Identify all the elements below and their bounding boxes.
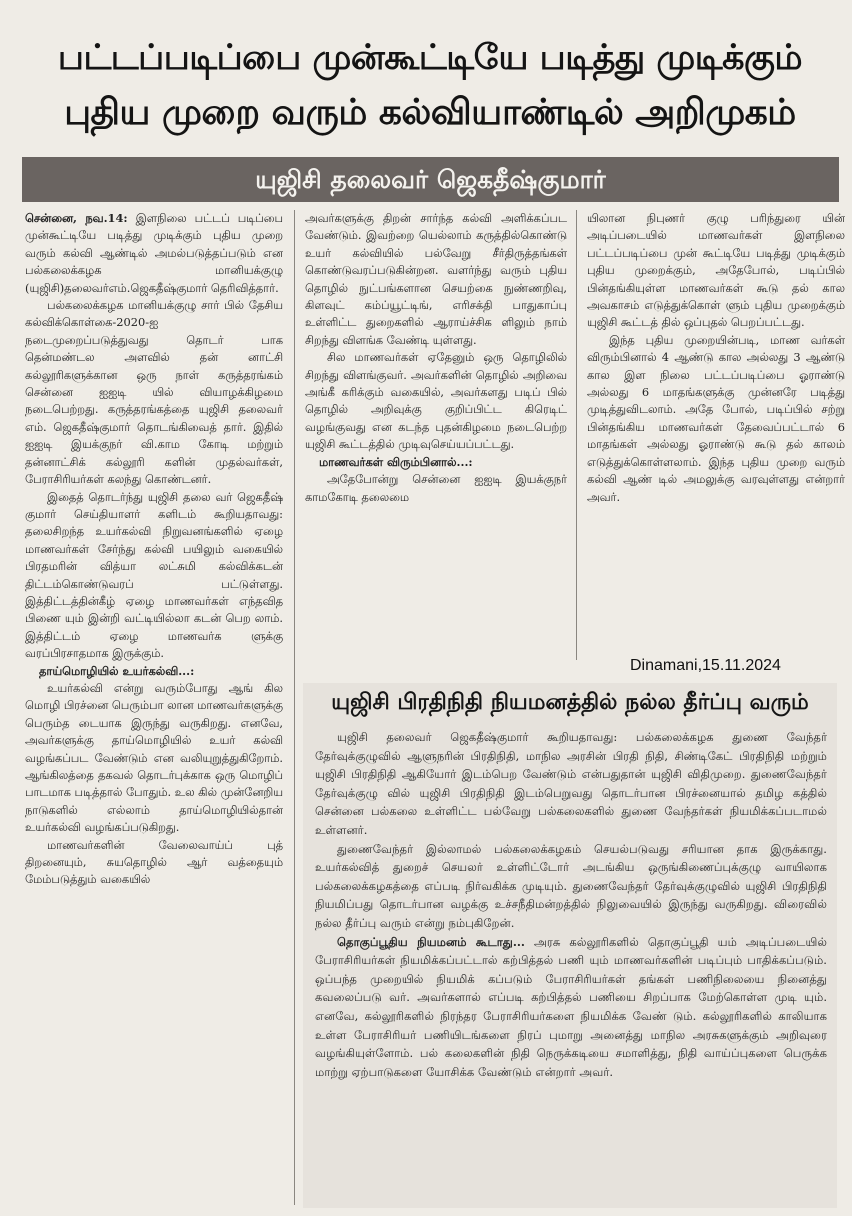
- source-citation: Dinamani,15.11.2024: [630, 657, 781, 674]
- paragraph: இதைத் தொடர்ந்து யுஜிசி தலை வர் ஜெகதீஷ் குமார் செய்தியாளர் களிடம் கூறியதாவது: தலைசிறந்த உயர்கல்வி நிறுவனங்களில் ஏழை மாணவர்கள் சேர்ந்து கல்வி பயிலும் வகையில் பிரதமரின் வித்யா லட்சுமி கல்விக்கடன் திட்டம்கொண்டுவரப் பட்டுள்ளது. இத்திட்டத்தின்கீழ் ஏழை மாணவர்கள் எந்தவித பிணை யும் இன்றி வட்டியில்லா கடன் பெற லாம். இத்திட்டம் ஏழை மாணவர்க ளுக்கு வரப்பிரசாதமாக இருக்கும்.: [25, 489, 283, 661]
- paragraph: அவர்களுக்கு திறன் சார்ந்த கல்வி அளிக்கப்பட வேண்டும். இவற்றை யெல்லாம் கருத்தில்கொண்டு உயர் கல்வியில் பல்வேறு சீர்திருத்தங்கள் கொண்டுவரப்படுகின்றன. வளர்ந்து வரும் புதிய தொழில் நுட்பங்களான செயற்கை நுண்ணறிவு, கிளவுட் கம்ப்யூட்டிங், எரிசக்தி பாதுகாப்பு உள்ளிட்ட துறைகளில் ஆராய்ச்சிக ளிலும் நாம் சிறந்து விளங்க வேண்டி யுள்ளது.: [305, 211, 567, 347]
- paragraph: துணைவேந்தர் இல்லாமல் பல்கலைக்கழகம் செயல்படுவது சரியான தாக இருக்காது. உயர்கல்வித் துறைச் செயலர் உள்ளிட்டோர் அடங்கிய ஒருங்கிணைப்புக்குழு வாயிலாக பல்கலைக்கழகத்தை எப்படி நிர்வகிக்க முடியும். துணைவேந்தர் தேர்வுக்குழுவில் யுஜிசி பிரதிநிதி நியமிப்பது தொடர்பான வழக்கு உச்சநீதிமன்றத்தில் நிலுவையில் இருந்து வருகிறது. விரைவில் நல்ல தீர்ப்பு வரும் என்று நம்புகிறேன்.: [315, 841, 827, 930]
- article-column-1: [25, 210, 283, 1205]
- dateline: சென்னை, நவ.14:: [25, 211, 128, 225]
- paragraph: அதேபோன்று சென்னை ஐஐடி இயக்குநர் காமகோடி தலைமை: [305, 472, 567, 504]
- subheading: தாய்மொழியில் உயர்கல்வி...:: [39, 663, 195, 678]
- subheading: மாணவர்கள் விரும்பினால்...:: [319, 454, 473, 469]
- byline-banner: யுஜிசி தலைவர் ஜெகதீஷ்குமார்: [22, 157, 839, 202]
- paragraph: உயர்கல்வி என்று வரும்போது ஆங் கில மொழி பிரச்னை பெரும்பா லான மாணவர்களுக்கு பெரும்த டையாக இருந்து வருகிறது. எனவே, அவர்களுக்கு தாய்மொழியில் உயர் கல்வி வழங்கப்பட வேண்டும் என வலியுறுத்துகிறோம். ஆங்கிலத்தை தகவல் தொடர்புக்காக ஒரு மொழிப் பாடமாக படித்தால் போதும். உல கில் முன்னேறிய நாடுகளில் எல்லாம் தாய்மொழியில்தான் உயர்கல்வி வழங்கப்படுகிறது.: [25, 680, 283, 835]
- paragraph-text: அரசு கல்லூரிகளில் தொகுப்பூதி யம் அடிப்படையில் பேராசிரியர்கள் நியமிக்கப்பட்டால் கற்பித்தல் பணி யும் மாணவர்களின் படிப்பும் பாதிக்கப்படும். ஒப்பந்த முறையில் நியமிக் கப்படும் பேராசிரியர்கள் தங்கள் பணிநிலையை நினைத்து கவலைப்படு வர். அவர்களால் எப்படி கற்பித்தல் பணியை சிறப்பாக மேற்கொள்ள முடி யும். எனவே, கல்லூரிகளில் நிரந்தர பேராசிரியர்களை நியமிக்க வேண் டும். கல்லூரிகளில் காலியாக உள்ள பேராசிரியர் பணியிடங்களை நிரப் புமாறு அனைத்து மாநில அரசுகளுக்கும் அறிவுரை வழங்கியுள்ளோம். பல் கலைகளின் நிதி நெருக்கடியை சமாளித்து, நிதி வாய்ப்புகளை பெருக்க மாற்று ஏற்பாடுகளை யோசிக்க வேண்டும் என்றார் அவர்.: [315, 934, 827, 1079]
- column-divider: [294, 210, 295, 1205]
- paragraph: சில மாணவர்கள் ஏதேனும் ஒரு தொழிலில் சிறந்து விளங்குவர். அவர்களின் தொழில் அறிவை அங்கீ கரிக்கும் வகையில், அவர்களது படிப் பில் தொழில் அறிவுக்கு குறிப்பிட்ட கிரெடிட் வழங்குவது என கடந்த புதன்கிழமை நடைபெற்ற யுஜிசி கூட்டத்தில் முடிவுசெய்யப்பட்டது.: [305, 350, 567, 452]
- paragraph: யுஜிசி தலைவர் ஜெகதீஷ்குமார் கூறியதாவது: பல்கலைக்கழக துணை வேந்தர் தேர்வுக்குழுவில் ஆளுநரின் பிரதிநிதி, மாநில அரசின் பிரதி நிதி, சிண்டிகேட் பிரதிநிதி மற்றும் யுஜிசி பிரதிநிதி ஆகியோர் இடம்பெற வேண்டும் என்பதுதான் யுஜிசி விதிமுறை. துணைவேந்தர் தேர்வுக்குழு வில் யுஜிசி பிரதிநிதி இடம்பெறுவது தொடர்பான பிரச்னையால் தமிழ கத்தில் சென்னை பல்கலை உள்ளிட்ட பல்வேறு பல்கலைகளில் துணை வேந்தர்கள் நியமிக்கப்படாமல் உள்ளனர்.: [315, 730, 827, 837]
- paragraph: [25, 210, 283, 297]
- article-column-2: [305, 210, 567, 660]
- headline-line-1: பட்டப்படிப்பை முன்கூட்டியே படித்து முடிக்கும்: [57, 38, 803, 78]
- paragraph: யிலான நிபுணர் குழு பரிந்துரை யின் அடிப்படையில் மாணவர்கள் இளநிலை பட்டப்படிப்பை முன் கூட்டியே படித்து முடிக்கும் புதிய முறைக்கும், அதேபோல், படிப்பில் பின்தங்கியுள்ள மாணவர்கள் கூடு தல் கால அவகாசம் எடுத்துக்கொள் ளும் புதிய முறைக்கும் யுஜிசி கூட்டத் தில் ஒப்புதல் பெறப்பட்டது.: [587, 211, 845, 330]
- paragraph: மாணவர்களின் வேலைவாய்ப் புத் திறனையும், சுயதொழில் ஆர் வத்தையும் மேம்படுத்தும் வகையில்: [25, 837, 283, 887]
- headline-line-2: புதிய முறை வரும் கல்வியாண்டில் அறிமுகம்: [64, 92, 796, 133]
- paragraph: இந்த புதிய முறையின்படி, மாண வர்கள் விரும்பினால் 4 ஆண்டு கால அல்லது 3 ஆண்டு கால இள நிலை பட்டப்படிப்பை ஓராண்டு அல்லது 6 மாதங்களுக்கு முன்னரே படித்து முடித்துவிடலாம். அதே போல், படிப்பில் சற்று பின்தங்கிய மாணவர்கள் தேவைப்பட்டால் 6 மாதங்கள் அல்லது ஓராண்டு கூடு தல் காலம் எடுத்துக்கொள்ளலாம். இந்த புதிய முறை வரும் கல்வி ஆண் டில் அமலுக்கு வரவுள்ளது என்றார் அவர்.: [587, 332, 845, 504]
- sidebar-headline: யுஜிசி பிரதிநிதி நியமனத்தில் நல்ல தீர்ப்பு வரும்: [331, 690, 809, 715]
- paragraph: பல்கலைக்கழக மானியக்குழு சார் பில் தேசிய கல்விக்கொள்கை-2020-ஐ நடைமுறைப்படுத்துவது தொடர் பாக தென்மண்டல அளவில் தன் னாட்சி கல்லூரிகளுக்கான ஒரு நாள் கருத்தரங்கம் சென்னை ஐஐடி யில் வியாழக்கிழமை நடைபெற்றது. கருத்தரங்கத்தை யுஜிசி தலைவர் எம். ஜெகதீஷ்குமார் தொடங்கிவைத் தார். இதில் ஐஐடி இயக்குநர் வி.காம கோடி மற்றும் தன்னாட்சிக் கல்லூரி களின் முதல்வர்கள், பேராசிரியர்கள் கலந்து கொண்டனர்.: [25, 298, 283, 487]
- column-divider: [576, 210, 577, 660]
- sidebar-body: [315, 728, 827, 1208]
- paragraph: [315, 933, 827, 1082]
- subheading: தொகுப்பூதிய நியமனம் கூடாது...: [337, 934, 525, 949]
- article-column-3: [587, 210, 845, 660]
- lead-text: இளநிலை பட்டப் படிப்பை முன்கூட்டியே படித்து முடிக்கும் புதிய முறை வரும் கல்வி ஆண்டில் அமல்படுத்தப்படும் என பல்கலைக்கழக மானியக்குழு (யுஜிசி)தலைவர்எம்.ஜெகதீஷ்குமார் தெரிவித்தார்.: [25, 211, 283, 295]
